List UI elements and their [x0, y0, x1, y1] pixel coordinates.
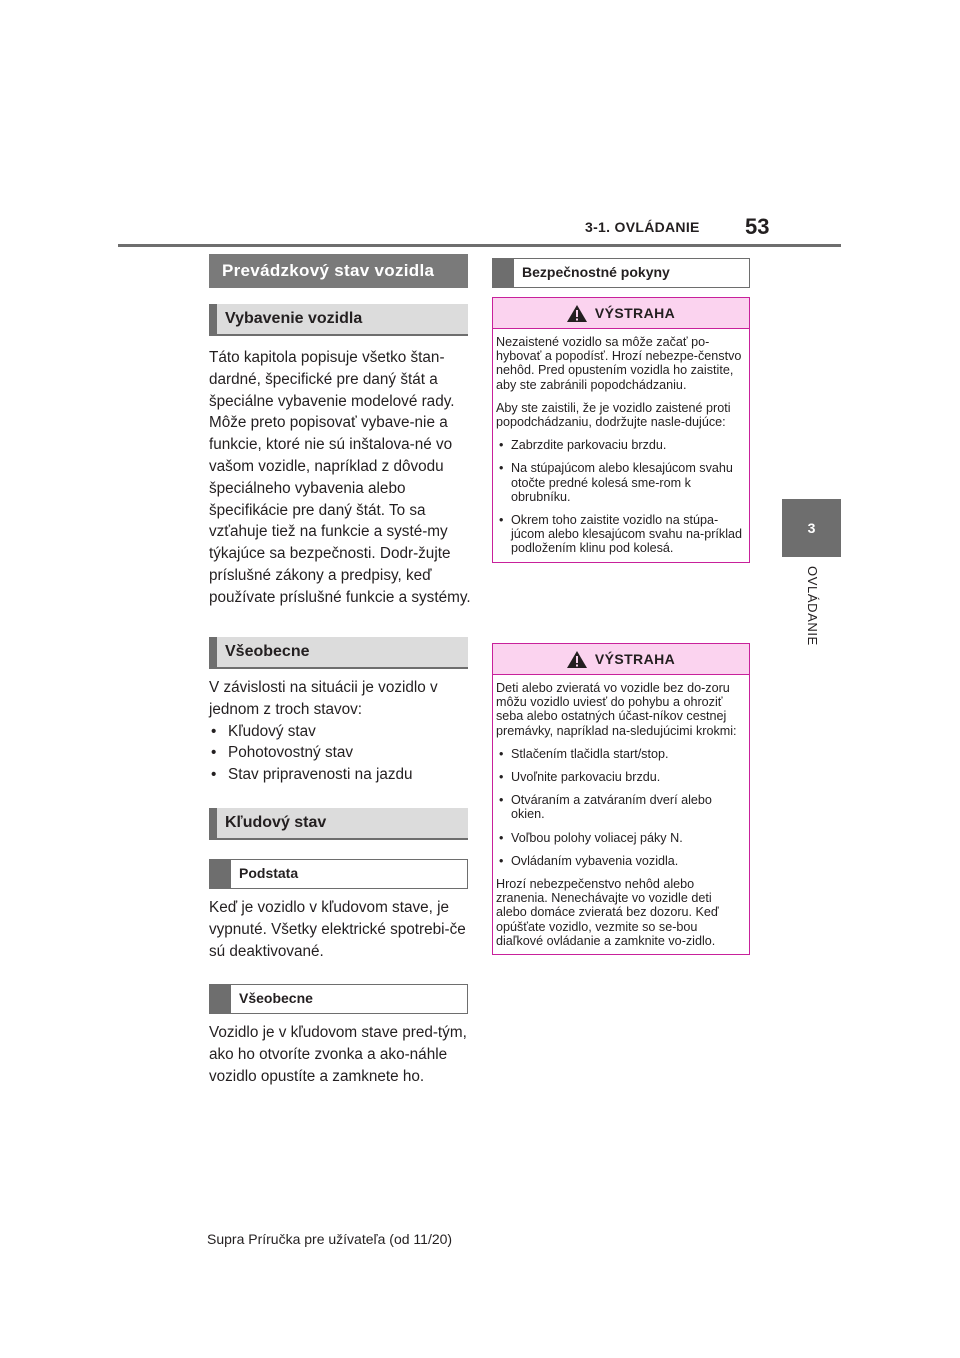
chapter-tab-title [775, 566, 849, 666]
warning-header [493, 644, 749, 675]
paragraph: Deti alebo zvieratá vo vozidle bez do-zoru môžu vozidlo uviesť do pohybu a ohroziť seba alebo ostatných účast-níkov cestnej premávky, napríklad na-sledujúcimi krokmi: [496, 681, 737, 738]
footer-text: Supra Príručka pre užívateľa (od 11/20) [207, 1231, 453, 1247]
paragraph: Keď je vozidlo v kľudovom stave, je vypnuté. Všetky elektrické spotrebi-če sú deaktivované. [209, 899, 466, 960]
page-title: Prevádzkový stav vozidla [209, 254, 468, 288]
paragraph: V závislosti na situácii je vozidlo v jednom z troch stavov: [209, 679, 438, 718]
paragraph: Táto kapitola popisuje všetko štan-dardné, špecifické pre daný štát a špeciálne vybavenie modelové rady. Môže preto popisovať vybave-nie a funkcie, ktoré nie sú inštalova-né vo vašom vozidle, napríklad z dôvodu špeciálneho vybavenia alebo špecifikácie pre daný štát. To sa vzťahuje tiež na funkcie a systé-my týkajúce sa bezpečnosti. Dodr-žujte príslušné zákony a predpisy, keď používate príslušné funkcie a systémy. [209, 349, 471, 606]
subheading-podstata: Podstata [209, 859, 468, 889]
paragraph: Vozidlo je v kľudovom stave pred-tým, ako ho otvoríte zvonka a ako-náhle vozidlo opustíte a zamknete ho. [209, 1024, 467, 1085]
list-item: • Okrem toho zaistite vozidlo na stúpa-júcom alebo klesajúcom svahu na-príklad podložením klinu pod kolesá. [496, 513, 744, 556]
list-item: • Otváraním a zatváraním dverí alebo okien. [496, 793, 744, 821]
paragraph: Aby ste zaistili, že je vozidlo zaistené proti popodchádzaniu, dodržujte nasle-dujúce: [496, 400, 731, 430]
subsection-text-podstata [209, 897, 471, 962]
section-heading-kludovy-stav: Kľudový stav [209, 808, 468, 840]
subsection-text-vseobecne [209, 1022, 471, 1087]
list-item: • Zabrzdite parkovaciu brzdu. [496, 438, 744, 452]
warning-list [496, 438, 744, 555]
section-heading-vseobecne: Všeobecne [209, 637, 468, 669]
list-item: • Stav pripravenosti na jazdu [209, 764, 471, 786]
warning-triangle-icon [567, 651, 587, 668]
chapter-tab-title-text: OVLÁDANIE [805, 566, 820, 646]
page-number: 53 [745, 214, 770, 239]
warning-title: VÝSTRAHA [594, 305, 676, 321]
warning-box-2 [492, 643, 750, 955]
list-item: • Voľbou polohy voliacej páky N. [496, 831, 744, 845]
paragraph: Hrozí nebezpečenstvo nehôd alebo zranenia. Nenechávajte vo vozidle deti alebo domáce zvieratá bez dozoru. Keď opúšťate vozidlo, vezmite so se-bou diaľkové ovládanie a zamknite vo-zidlo. [496, 877, 719, 948]
section-header: 3-1. OVLÁDANIE [585, 219, 700, 235]
subheading-vseobecne: Všeobecne [209, 984, 468, 1014]
warning-header [493, 298, 749, 329]
list-item: • Kľudový stav [209, 721, 471, 743]
warning-body [493, 675, 749, 954]
warning-list [496, 747, 744, 868]
warning-title: VÝSTRAHA [594, 651, 676, 667]
section-text-vseobecne [209, 677, 471, 786]
section-text-vybavenie [209, 347, 471, 609]
list-item: • Ovládaním vybavenia vozidla. [496, 854, 744, 868]
section-heading-vybavenie: Vybavenie vozidla [209, 304, 468, 336]
warning-box-1 [492, 297, 750, 563]
header-rule [118, 244, 841, 247]
safety-heading: Bezpečnostné pokyny [492, 258, 750, 288]
warning-triangle-icon [567, 305, 587, 322]
state-list [209, 721, 471, 786]
list-item: • Stlačením tlačidla start/stop. [496, 747, 744, 761]
list-item: • Na stúpajúcom alebo klesajúcom svahu otočte predné kolesá sme-rom k obrubníku. [496, 461, 744, 504]
chapter-tab-number: 3 [782, 499, 841, 557]
warning-body [493, 329, 749, 562]
list-item: • Uvoľnite parkovaciu brzdu. [496, 770, 744, 784]
list-item: • Pohotovostný stav [209, 742, 471, 764]
paragraph: Nezaistené vozidlo sa môže začať po-hybovať a popodísť. Hrozí nebezpe-čenstvo nehôd. Pred opustením vozidla ho zaistite, aby ste zabránili popodchádzaniu. [496, 335, 742, 392]
